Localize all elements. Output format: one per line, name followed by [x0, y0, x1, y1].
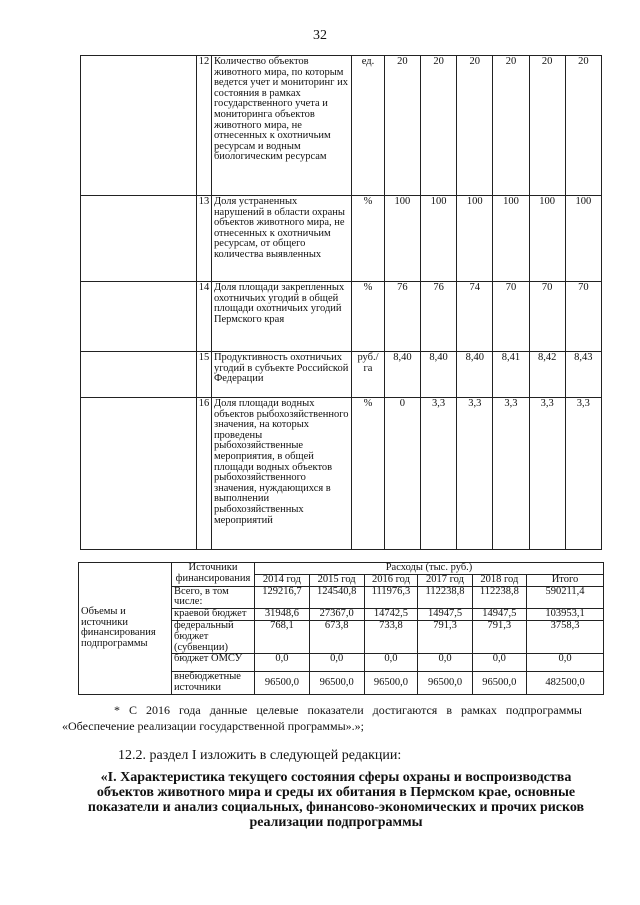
indicator-name: Количество объектов животного мира, по которым ведется учет и мониторинг их состояния в рамках государственного учета и мониторинга объектов животного мира, не отнесенных к охотничьим ресурсам и водным биологическим ресурсам	[211, 56, 351, 196]
row-number: 14	[197, 282, 212, 352]
value-cell: 20	[420, 56, 456, 196]
value-cell: 100	[493, 196, 529, 282]
value-cell: 100	[457, 196, 493, 282]
value-cell: 76	[384, 282, 420, 352]
amount-cell: 0,0	[309, 654, 364, 672]
value-cell: 3,3	[529, 398, 565, 550]
value-cell: 20	[493, 56, 529, 196]
amount-cell: 111976,3	[364, 586, 418, 609]
value-cell: 8,42	[529, 352, 565, 398]
indicator-name: Доля устраненных нарушений в области охраны объектов животного мира, не отнесенных к охотничьим ресурсам, от общего количества выявленных	[211, 196, 351, 282]
row-number: 12	[197, 56, 212, 196]
value-cell: 20	[384, 56, 420, 196]
indicators-table	[80, 55, 602, 550]
amount-cell: 27367,0	[309, 609, 364, 621]
finance-label: Объемы и источники финансирования подпрограммы	[79, 563, 172, 695]
amount-cell: 0,0	[418, 654, 472, 672]
amount-cell: 0,0	[255, 654, 310, 672]
sources-header: Источники финансирования	[172, 563, 255, 587]
value-cell: 3,3	[457, 398, 493, 550]
amount-cell: 31948,6	[255, 609, 310, 621]
source-name: Всего, в том числе:	[172, 586, 255, 609]
year-header: 2018 год	[472, 574, 526, 586]
amount-cell: 791,3	[472, 620, 526, 653]
amount-cell: 112238,8	[472, 586, 526, 609]
value-cell: 100	[565, 196, 601, 282]
value-cell: 8,43	[565, 352, 601, 398]
amount-cell: 0,0	[472, 654, 526, 672]
indicator-unit: %	[352, 196, 385, 282]
value-cell: 20	[457, 56, 493, 196]
source-name: федеральный бюджет (субвенции)	[172, 620, 255, 653]
indicator-name: Доля площади водных объектов рыбохозяйственного значения, на которых проведены рыбохозяйственные мероприятия, в общей площади водных объектов рыбохозяйственного значения, нуждающихся в выполнении рыбохозяйственных мероприятий	[211, 398, 351, 550]
amount-cell: 14947,5	[472, 609, 526, 621]
blank-cell	[81, 282, 197, 352]
indicator-name: Доля площади закрепленных охотничьих угодий в общей площади охотничьих угодий Пермского края	[211, 282, 351, 352]
section-instruction: 12.2. раздел I изложить в следующей редакции:	[118, 748, 402, 763]
year-header: 2017 год	[418, 574, 472, 586]
value-cell: 70	[493, 282, 529, 352]
blank-cell	[81, 56, 197, 196]
amount-cell: 103953,1	[527, 609, 604, 621]
value-cell: 70	[529, 282, 565, 352]
value-cell: 100	[529, 196, 565, 282]
finance-table	[78, 562, 604, 695]
table-row	[81, 352, 602, 398]
source-name: внебюджетные источники	[172, 672, 255, 695]
indicator-unit: руб./га	[352, 352, 385, 398]
value-cell: 3,3	[493, 398, 529, 550]
indicator-name: Продуктивность охотничьих угодий в субъекте Российской Федерации	[211, 352, 351, 398]
page-number: 32	[313, 28, 327, 43]
blank-cell	[81, 196, 197, 282]
year-header: 2015 год	[309, 574, 364, 586]
source-name: краевой бюджет	[172, 609, 255, 621]
amount-cell: 96500,0	[309, 672, 364, 695]
table-row	[81, 398, 602, 550]
amount-cell: 3758,3	[527, 620, 604, 653]
amount-cell: 733,8	[364, 620, 418, 653]
amount-cell: 112238,8	[418, 586, 472, 609]
value-cell: 8,40	[420, 352, 456, 398]
indicator-unit: %	[352, 398, 385, 550]
indicator-unit: ед.	[352, 56, 385, 196]
value-cell: 0	[384, 398, 420, 550]
amount-cell: 0,0	[527, 654, 604, 672]
value-cell: 100	[384, 196, 420, 282]
table-row	[81, 282, 602, 352]
value-cell: 8,40	[384, 352, 420, 398]
year-header: 2014 год	[255, 574, 310, 586]
footnote: * С 2016 года данные целевые показатели достигаются в рамках подпрограммы «Обеспечение реализации государственной программы».»;	[62, 703, 582, 733]
amount-cell: 129216,7	[255, 586, 310, 609]
amount-cell: 673,8	[309, 620, 364, 653]
row-number: 16	[197, 398, 212, 550]
row-number: 15	[197, 352, 212, 398]
value-cell: 76	[420, 282, 456, 352]
table-row	[81, 56, 602, 196]
table-row	[79, 563, 604, 575]
section-heading: «I. Характеристика текущего состояния сферы охраны и воспроизводства объектов животного мира и среды их обитания в Пермском крае, основные показатели и анализ социальных, финансово-экономических и прочих рисков реализации подпрограммы	[87, 770, 585, 830]
value-cell: 20	[529, 56, 565, 196]
value-cell: 70	[565, 282, 601, 352]
amount-cell: 791,3	[418, 620, 472, 653]
value-cell: 8,40	[457, 352, 493, 398]
year-header: 2016 год	[364, 574, 418, 586]
value-cell: 3,3	[565, 398, 601, 550]
value-cell: 3,3	[420, 398, 456, 550]
amount-cell: 124540,8	[309, 586, 364, 609]
amount-cell: 96500,0	[364, 672, 418, 695]
total-header: Итого	[527, 574, 604, 586]
value-cell: 20	[565, 56, 601, 196]
table-row	[81, 196, 602, 282]
blank-cell	[81, 398, 197, 550]
amount-cell: 96500,0	[418, 672, 472, 695]
amount-cell: 590211,4	[527, 586, 604, 609]
indicator-unit: %	[352, 282, 385, 352]
amount-cell: 768,1	[255, 620, 310, 653]
amount-cell: 96500,0	[255, 672, 310, 695]
source-name: бюджет ОМСУ	[172, 654, 255, 672]
amount-cell: 0,0	[364, 654, 418, 672]
value-cell: 74	[457, 282, 493, 352]
value-cell: 8,41	[493, 352, 529, 398]
amount-cell: 14742,5	[364, 609, 418, 621]
blank-cell	[81, 352, 197, 398]
expenses-header: Расходы (тыс. руб.)	[255, 563, 604, 575]
row-number: 13	[197, 196, 212, 282]
amount-cell: 96500,0	[472, 672, 526, 695]
amount-cell: 14947,5	[418, 609, 472, 621]
amount-cell: 482500,0	[527, 672, 604, 695]
value-cell: 100	[420, 196, 456, 282]
